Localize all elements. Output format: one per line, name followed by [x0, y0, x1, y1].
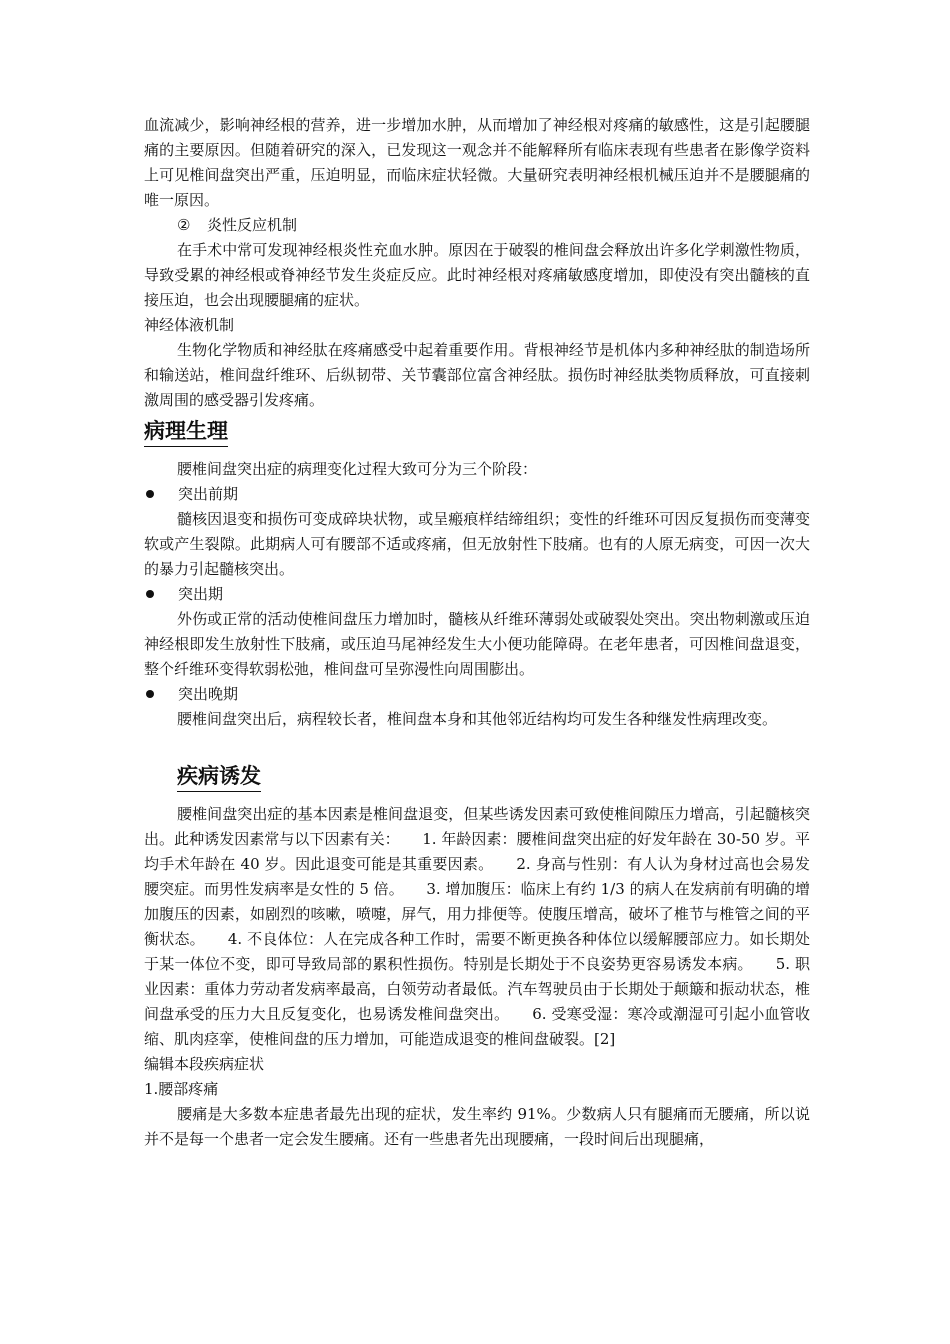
triggers-heading-wrap	[177, 762, 810, 792]
bullet-dot-icon	[146, 590, 154, 598]
symptom-title: 1.腰部疼痛	[144, 1080, 219, 1098]
triggers-paragraph: 腰椎间盘突出症的基本因素是椎间盘退变，但某些诱发因素可致使椎间隙压力增高，引起髓核突出。此种诱发因素常与以下因素有关： 1. 年龄因素：腰椎间盘突出症的好发年龄在 30-50 岁。平均手术年龄在 40 岁。因此退变可能是其重要因素。 2. 身高与性别：有人认为身材过高也会易发腰突症。而男性发病率是女性的 5 倍。 3. 增加腹压：临床上有约 1/3 的病人在发病前有明确的增加腹压的因素，如剧烈的咳嗽，喷嚏，屏气，用力排便等。使腹压增高，破坏了椎节与椎管之间的平衡状态。 4. 不良体位：人在完成各种工作时，需要不断更换各种体位以缓解腰部应力。如长期处于某一体位不变，即可导致局部的累积性损伤。特别是长期处于不良姿势更容易诱发本病。 5. 职业因素：重体力劳动者发病率最高，白领劳动者最低。汽车驾驶员由于长期处于颠簸和振动状态，椎间盘承受的压力大且反复变化，也易诱发椎间盘突出。 6. 受寒受湿：寒冷或潮湿可引起小血管收缩、肌肉痉挛，使椎间盘的压力增加，可能造成退变的椎间盘破裂。[2]	[144, 805, 810, 1048]
stage-paragraph: 外伤或正常的活动使椎间盘压力增加时，髓核从纤维环薄弱处或破裂处突出。突出物刺激或压迫神经根即发生放射性下肢痛，或压迫马尾神经发生大小便功能障碍。在老年患者，可因椎间盘退变，整个纤维环变得软弱松弛，椎间盘可呈弥漫性向周围膨出。	[144, 610, 810, 678]
intro-paragraph: 血流减少，影响神经根的营养，进一步增加水肿，从而增加了神经根对疼痛的敏感性，这是引起腰腿痛的主要原因。但随着研究的深入，已发现这一观念并不能解释所有临床表现有些患者在影像学资料上可见椎间盘突出严重，压迫明显，而临床症状轻微。大量研究表明神经根机械压迫并不是腰腿痛的唯一原因。	[144, 116, 810, 209]
bullet-dot-icon	[146, 490, 154, 498]
stage-bullet	[144, 582, 810, 607]
document-page	[144, 113, 810, 1152]
stage-title: 突出前期	[178, 485, 239, 503]
symptom-paragraph: 腰痛是大多数本症患者最先出现的症状，发生率约 91%。少数病人只有腿痛而无腰痛，所以说并不是每一个患者一定会发生腰痛。还有一些患者先出现腰痛，一段时间后出现腿痛，	[144, 1105, 810, 1148]
pathology-intro: 腰椎间盘突出症的病理变化过程大致可分为三个阶段：	[177, 460, 538, 478]
pathology-heading: 病理生理	[144, 417, 228, 447]
inflammation-subheading	[177, 213, 810, 238]
triggers-heading: 疾病诱发	[177, 762, 261, 792]
humoral-paragraph: 生物化学物质和神经肽在疼痛感受中起着重要作用。背根神经节是机体内多种神经肽的制造场所和输送站，椎间盘纤维环、后纵韧带、关节囊部位富含神经肽。损伤时神经肽类物质释放，可直接刺激周围的感受器引发疼痛。	[144, 341, 810, 409]
stage-title: 突出期	[178, 585, 224, 603]
stage-paragraph: 腰椎间盘突出后，病程较长者，椎间盘本身和其他邻近结构均可发生各种继发性病理改变。	[177, 710, 778, 728]
bullet-dot-icon	[146, 690, 154, 698]
inflammation-title: 炎性反应机制	[207, 216, 298, 234]
inflammation-paragraph: 在手术中常可发现神经根炎性充血水肿。原因在于破裂的椎间盘会释放出许多化学刺激性物质，导致受累的神经根或脊神经节发生炎症反应。此时神经根对疼痛敏感度增加，即使没有突出髓核的直接压迫，也会出现腰腿痛的症状。	[144, 241, 810, 309]
circled-number: ②	[177, 216, 191, 234]
stage-bullet	[144, 482, 810, 507]
stage-title: 突出晚期	[178, 685, 239, 703]
edit-section-label: 编辑本段疾病症状	[144, 1055, 265, 1073]
stage-bullet	[144, 682, 810, 707]
humoral-subheading: 神经体液机制	[144, 316, 235, 334]
stage-paragraph: 髓核因退变和损伤可变成碎块状物，或呈瘢痕样结缔组织；变性的纤维环可因反复损伤而变薄变软或产生裂隙。此期病人可有腰部不适或疼痛，但无放射性下肢痛。也有的人原无病变，可因一次大的暴力引起髓核突出。	[144, 510, 810, 578]
pathology-heading-wrap	[144, 417, 810, 447]
